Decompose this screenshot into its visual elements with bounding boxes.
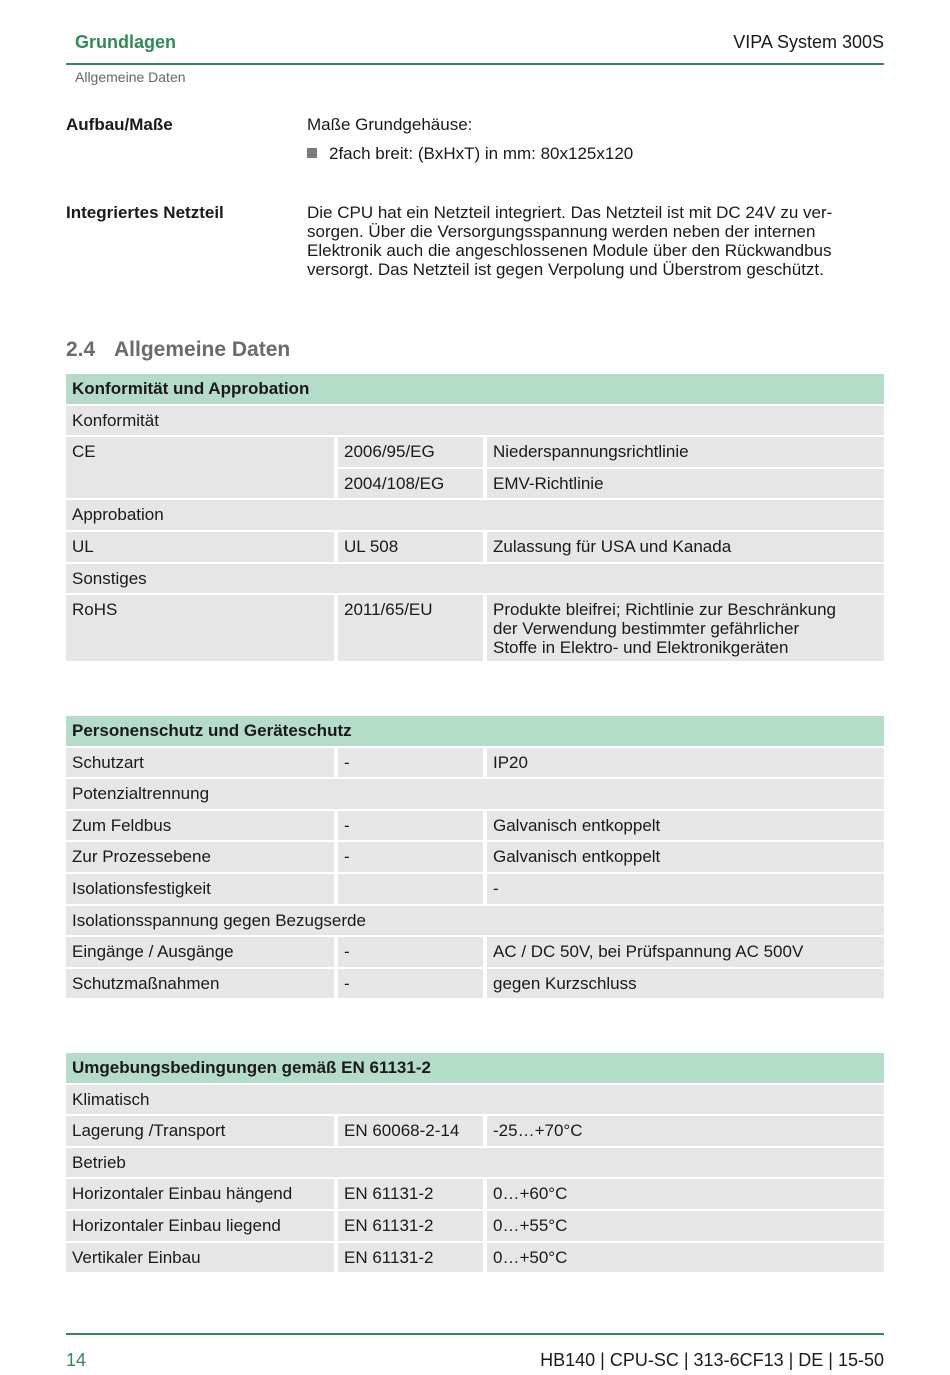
table-cell: UL <box>66 532 334 562</box>
table-cell-line: Produkte bleifrei; Richtlinie zur Beschränkung <box>493 600 837 620</box>
table-cell: EN 61131-2 <box>338 1243 483 1273</box>
product-title: VIPA System 300S <box>733 32 884 52</box>
table-cell: Galvanisch entkoppelt <box>487 811 884 841</box>
aufbau-intro: Maße Grundgehäuse: <box>307 115 473 134</box>
table-row <box>66 499 884 531</box>
netzteil-text <box>307 203 887 279</box>
table-row <box>66 1242 884 1274</box>
chapter-title: Grundlagen <box>75 32 177 52</box>
table-cell <box>338 874 483 904</box>
netzteil-label: Integriertes Netzteil <box>66 203 224 222</box>
table-conformity <box>66 373 884 662</box>
netzteil-line: Die CPU hat ein Netzteil integriert. Das Netzteil ist mit DC 24V zu ver- <box>307 203 833 222</box>
table-row <box>66 436 884 468</box>
table-cell: Isolationsspannung gegen Bezugserde <box>66 906 884 936</box>
bullet-square-icon <box>307 148 317 158</box>
table-cell-line: Stoffe in Elektro- und Elektronikgeräten <box>493 638 789 658</box>
table-header-row <box>66 715 884 747</box>
table-cell: AC / DC 50V, bei Prüfspannung AC 500V <box>487 937 884 967</box>
table-row <box>66 936 884 968</box>
table-cell: UL 508 <box>338 532 483 562</box>
table-cell: Eingänge / Ausgänge <box>66 937 334 967</box>
table-cell: 2004/108/EG <box>338 469 483 499</box>
table-cell: RoHS <box>66 595 334 661</box>
table-cell: CE <box>66 437 334 469</box>
aufbau-bullet <box>307 144 633 164</box>
table-cell: 0…+50°C <box>487 1243 884 1273</box>
table-header: Umgebungsbedingungen gemäß EN 61131-2 <box>66 1053 884 1083</box>
table-row <box>66 405 884 437</box>
netzteil-line: sorgen. Über die Versorgungsspannung werden neben der internen <box>307 222 816 241</box>
table-cell: Horizontaler Einbau hängend <box>66 1179 334 1209</box>
table-cell: Galvanisch entkoppelt <box>487 842 884 872</box>
table-header-row <box>66 1052 884 1084</box>
table-cell: Sonstiges <box>66 564 884 594</box>
table-row <box>66 594 884 662</box>
table-cell: gegen Kurzschluss <box>487 969 884 999</box>
header-divider <box>66 63 884 65</box>
table-row <box>66 531 884 563</box>
table-cell: Vertikaler Einbau <box>66 1243 334 1273</box>
table-cell: 2011/65/EU <box>338 595 483 661</box>
table-row <box>66 1147 884 1179</box>
table-cell: IP20 <box>487 748 884 778</box>
table-row <box>66 778 884 810</box>
page-number: 14 <box>66 1350 87 1370</box>
table-row <box>66 841 884 873</box>
aufbau-bullet-text: 2fach breit: (BxHxT) in mm: 80x125x120 <box>329 144 634 163</box>
section-number: 2.4 <box>66 338 96 361</box>
table-cell: Potenzialtrennung <box>66 779 884 809</box>
table-row <box>66 1084 884 1116</box>
document-id: HB140 | CPU-SC | 313-6CF13 | DE | 15-50 <box>540 1350 884 1370</box>
netzteil-line: Elektronik auch die angeschlossenen Module über den Rückwandbus <box>307 241 832 260</box>
table-protection <box>66 715 884 999</box>
table-cell: 0…+60°C <box>487 1179 884 1209</box>
table-row <box>66 1115 884 1147</box>
section-heading <box>66 338 290 362</box>
table-cell: Konformität <box>66 406 884 436</box>
table-row <box>66 968 884 1000</box>
table-row <box>66 747 884 779</box>
table-cell: Betrieb <box>66 1148 884 1178</box>
table-cell: EN 60068-2-14 <box>338 1116 483 1146</box>
table-cell: Zur Prozessebene <box>66 842 334 872</box>
table-cell: Schutzmaßnahmen <box>66 969 334 999</box>
table-row <box>66 468 884 500</box>
table-cell: - <box>487 874 884 904</box>
table-cell <box>487 595 884 661</box>
table-row <box>66 905 884 937</box>
table-cell: - <box>338 969 483 999</box>
table-row <box>66 1210 884 1242</box>
aufbau-label: Aufbau/Maße <box>66 115 173 134</box>
table-header-row <box>66 373 884 405</box>
table-cell: EMV-Richtlinie <box>487 469 884 499</box>
section-title: Allgemeine Daten <box>114 338 291 361</box>
subsection-title: Allgemeine Daten <box>75 69 186 85</box>
table-row <box>66 810 884 842</box>
table-header: Konformität und Approbation <box>66 374 884 404</box>
table-cell: Zulassung für USA und Kanada <box>487 532 884 562</box>
table-environment <box>66 1052 884 1273</box>
table-cell: - <box>338 748 483 778</box>
netzteil-line: versorgt. Das Netzteil ist gegen Verpolung und Überstrom geschützt. <box>307 260 824 279</box>
table-cell: -25…+70°C <box>487 1116 884 1146</box>
table-header: Personenschutz und Geräteschutz <box>66 716 884 746</box>
table-cell: Klimatisch <box>66 1085 884 1115</box>
table-cell: Schutzart <box>66 748 334 778</box>
table-cell: Horizontaler Einbau liegend <box>66 1211 334 1241</box>
table-cell: - <box>338 842 483 872</box>
table-cell: Isolationsfestigkeit <box>66 874 334 904</box>
table-cell: EN 61131-2 <box>338 1179 483 1209</box>
table-cell: 2006/95/EG <box>338 437 483 467</box>
table-row <box>66 873 884 905</box>
table-cell: Niederspannungsrichtlinie <box>487 437 884 467</box>
table-cell: - <box>338 811 483 841</box>
table-cell <box>66 468 334 499</box>
table-cell: 0…+55°C <box>487 1211 884 1241</box>
table-cell: Zum Feldbus <box>66 811 334 841</box>
table-cell: Approbation <box>66 500 884 530</box>
table-row <box>66 1178 884 1210</box>
table-cell: EN 61131-2 <box>338 1211 483 1241</box>
table-cell-line: der Verwendung bestimmter gefährlicher <box>493 619 800 639</box>
table-cell: - <box>338 937 483 967</box>
table-row <box>66 563 884 595</box>
footer-divider <box>66 1333 884 1335</box>
table-cell: Lagerung /Transport <box>66 1116 334 1146</box>
